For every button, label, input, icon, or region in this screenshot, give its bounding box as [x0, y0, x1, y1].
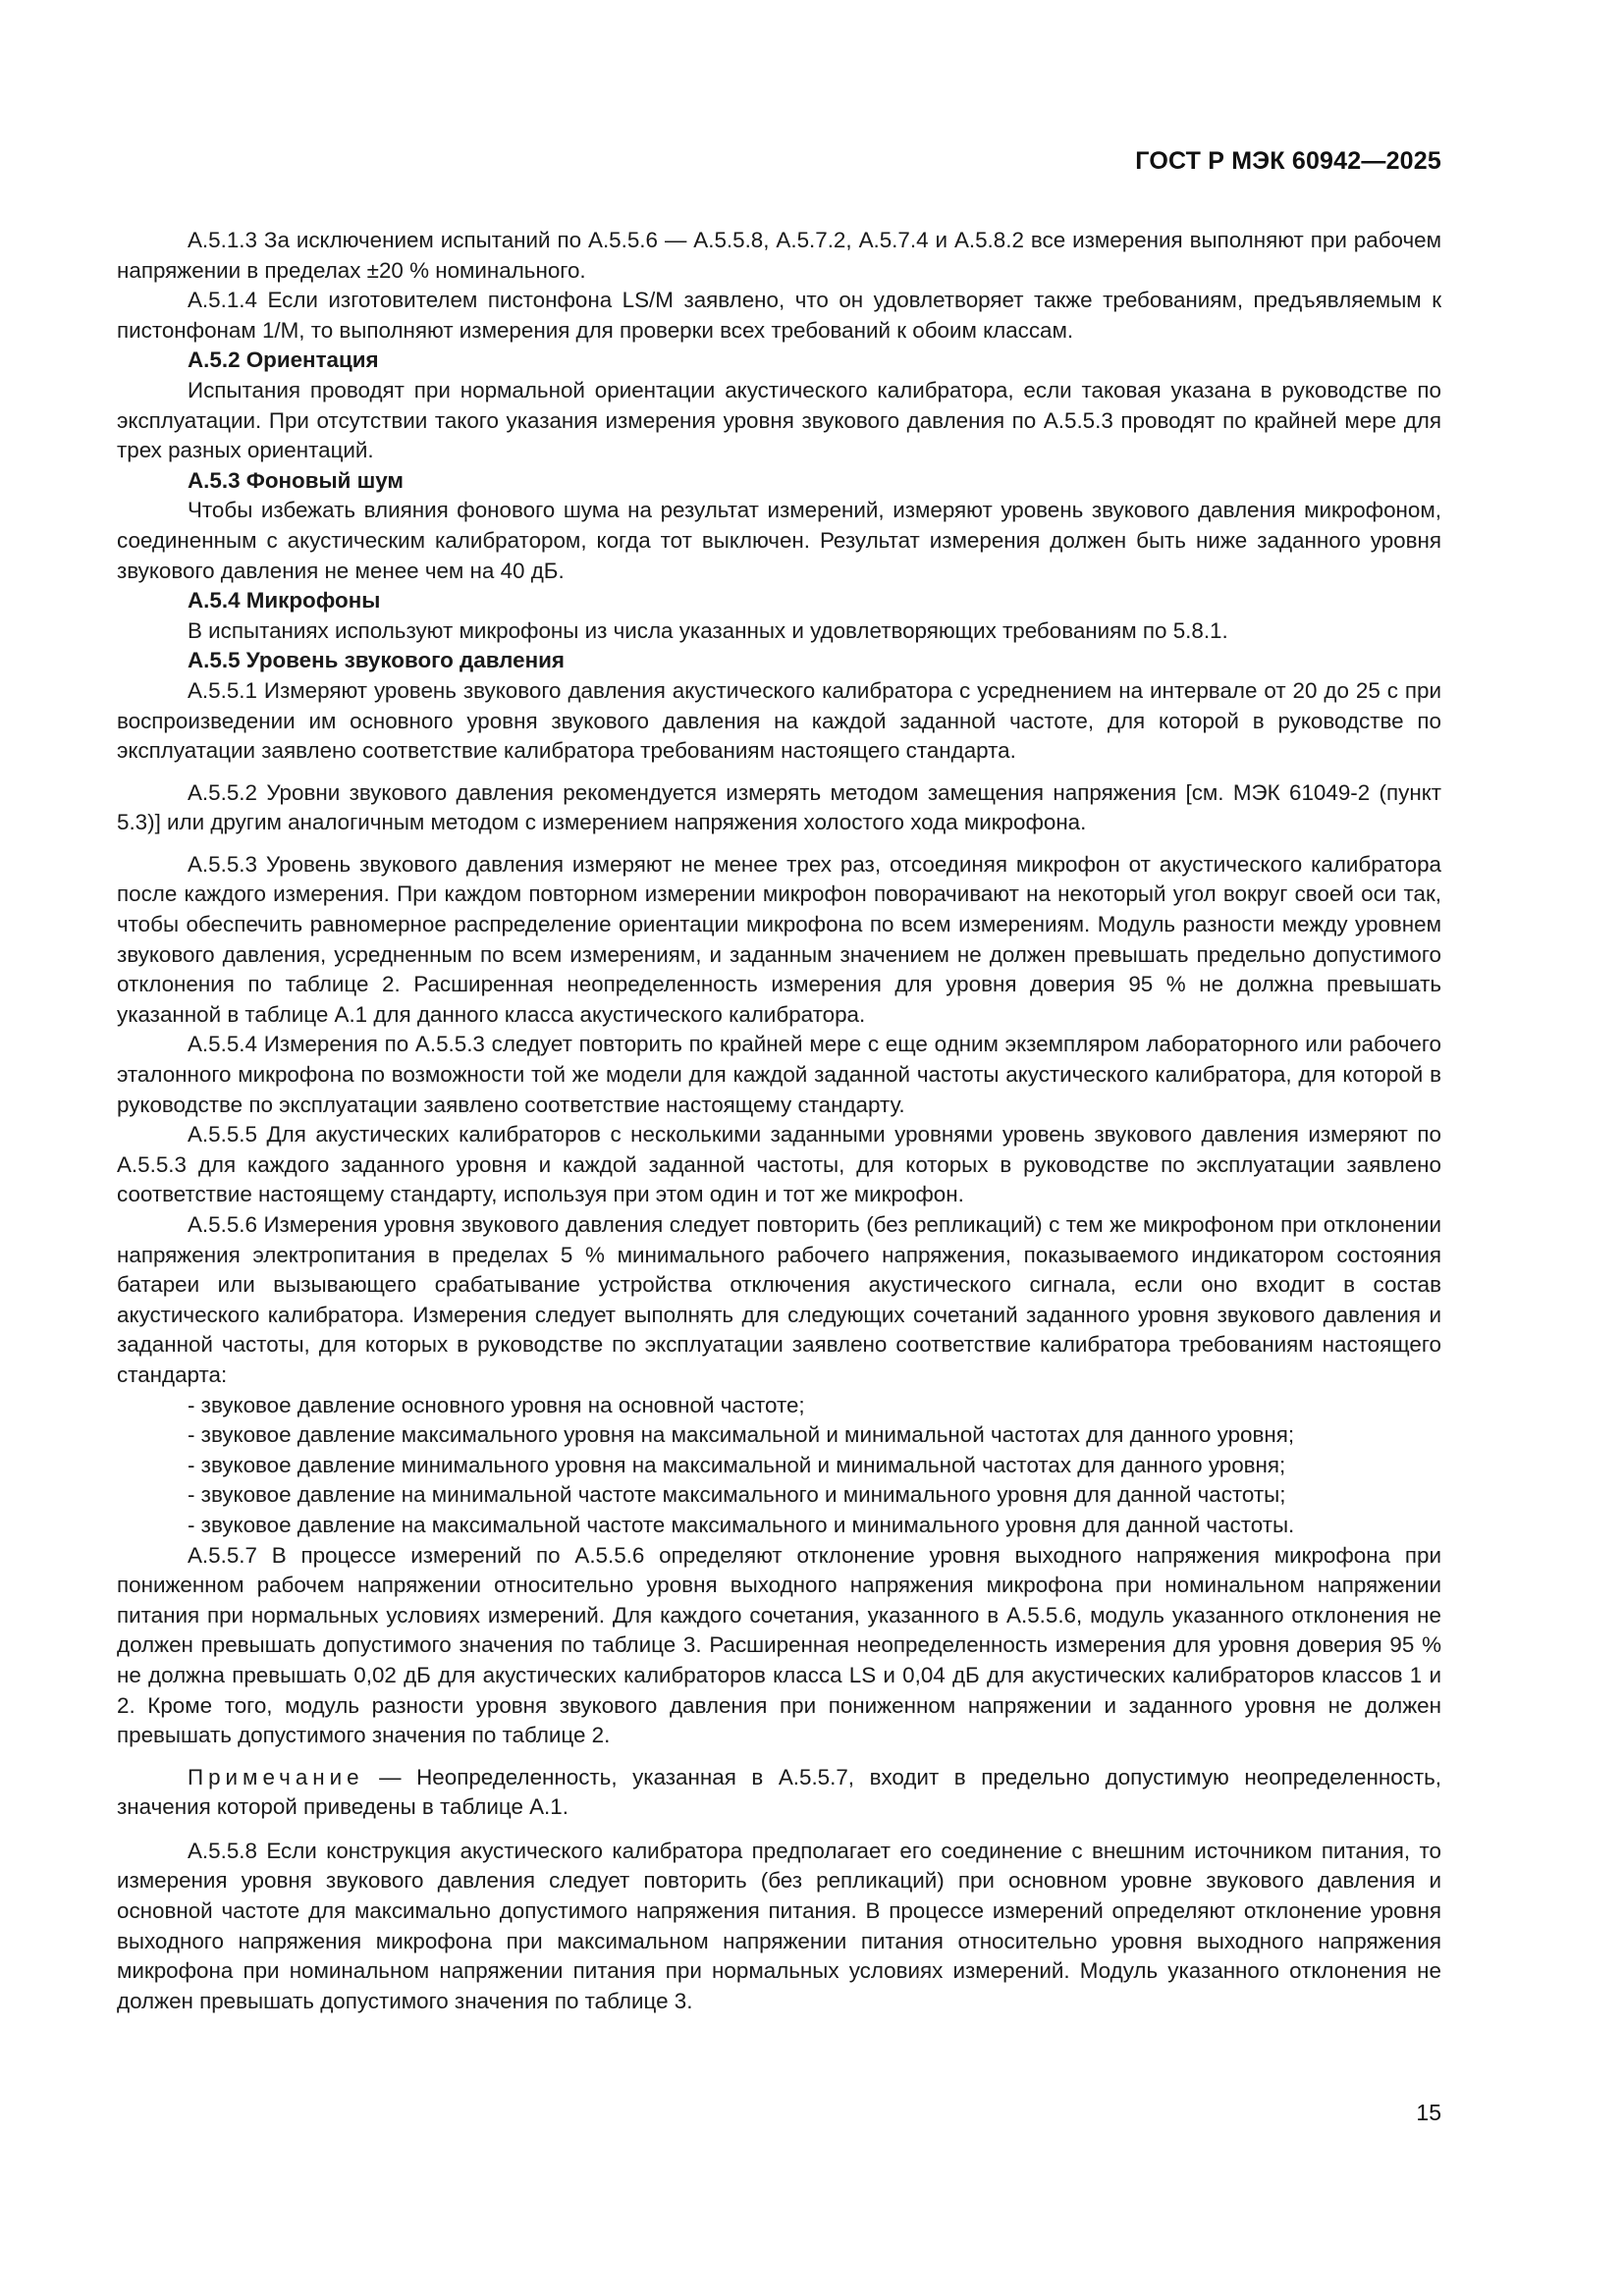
paragraph-a5-5-1: А.5.5.1 Измеряют уровень звукового давления акустического калибратора с усреднением на интервале от 20 до 25 с при воспроизведении им основного уровня звукового давления на каждой заданной частоте, для которой в руководстве по эксплуатации заявлено соответствие калибратора требованиям настоящего стандарта.	[117, 677, 1441, 764]
paragraph-a5-5-7: А.5.5.7 В процессе измерений по А.5.5.6 определяют отклонение уровня выходного напряжения микрофона при пониженном рабочем напряжении относительно уровня выходного напряжения микрофона при номинальном напряжении питания при нормальных условиях измерений. Для каждого сочетания, указанного в А.5.5.6, модуль указанного отклонения не должен превышать допустимого значения по таблице 3. Расширенная неопределенность измерения для уровня доверия 95 % не должна превышать 0,02 дБ для акустических калибраторов класса LS и 0,04 дБ для акустических калибраторов классов 1 и 2. Кроме того, модуль разности уровня звукового давления при пониженном напряжении и заданного уровня не должен превышать допустимого значения по таблице 2.	[117, 1542, 1441, 1748]
paragraph-a5-5-8: А.5.5.8 Если конструкция акустического калибратора предполагает его соединение с внешним источником питания, то измерения уровня звукового давления следует повторить (без репликаций) при основном уровне звукового давления и основной частоте для максимально допустимого напряжения питания. В процессе измерений определяют отклонение уровня выходного напряжения микрофона при максимальном напряжении питания относительно уровня выходного напряжения микрофона при номинальном напряжении питания при нормальных условиях измерений. Модуль указанного отклонения не должен превышать допустимого значения по таблице 3.	[117, 1838, 1441, 2013]
paragraph-microphones: В испытаниях используют микрофоны из числа указанных и удовлетворяющих требованиям по 5.8.1.	[188, 617, 1228, 643]
note-label: Примечание	[188, 1764, 364, 1789]
paragraph-a5-5-5: А.5.5.5 Для акустических калибраторов с несколькими заданными уровнями уровень звукового давления измеряют по А.5.5.3 для каждого заданного уровня и каждой заданной частоты, для которых в руководстве по эксплуатации заявлено соответствие настоящему стандарту, используя при этом один и тот же микрофон.	[117, 1122, 1441, 1207]
paragraph-a5-5-6: А.5.5.6 Измерения уровня звукового давления следует повторить (без репликаций) с тем же микрофоном при отклонении напряжения электропитания в пределах 5 % минимального рабочего напряжения, показываемого индикатором состояния батареи или вызывающего срабатывание устройства отключения акустического сигнала, если оно входит в состав акустического калибратора. Измерения следует выполнять для следующих сочетаний заданного уровня звукового давления и заданной частоты, для которых в руководстве по эксплуатации заявлено соответствие калибратора требованиям настоящего стандарта:	[117, 1212, 1441, 1387]
paragraph-orientation: Испытания проводят при нормальной ориентации акустического калибратора, если таковая указана в руководстве по эксплуатации. При отсутствии такого указания измерения уровня звукового давления по А.5.5.3 проводят по крайней мере для трех разных ориентаций.	[117, 377, 1441, 463]
paragraph-a5-5-4: А.5.5.4 Измерения по А.5.5.3 следует повторить по крайней мере с еще одним экземпляром лабораторного или рабочего эталонного микрофона по возможности той же модели для каждой заданной частоты акустического калибратора, для которой в руководстве по эксплуатации заявлено соответствие настоящему стандарту.	[117, 1032, 1441, 1117]
heading-a5-5: А.5.5 Уровень звукового давления	[188, 648, 565, 673]
heading-a5-2: А.5.2 Ориентация	[188, 347, 379, 373]
paragraph-background-noise: Чтобы избежать влияния фонового шума на результат измерений, измеряют уровень звукового давления микрофоном, соединенным с акустическим калибратором, когда тот выключен. Результат измерения должен быть ниже заданного уровня звукового давления не менее чем на 40 дБ.	[117, 498, 1441, 583]
heading-a5-4: А.5.4 Микрофоны	[188, 588, 381, 614]
page-number: 15	[1416, 2100, 1441, 2125]
combination-list	[117, 1391, 1441, 1541]
list-item: - звуковое давление на максимальной частоте максимального и минимального уровня для данной частоты.	[188, 1512, 1295, 1537]
note-paragraph	[117, 1763, 1441, 1823]
list-item: - звуковое давление максимального уровня на максимальной и минимальной частотах для данного уровня;	[188, 1422, 1295, 1448]
document-body	[117, 226, 1441, 2016]
list-item: - звуковое давление на минимальной частоте максимального и минимального уровня для данной частоты;	[188, 1482, 1286, 1508]
list-item: - звуковое давление минимального уровня на максимальной и минимальной частотах для данного уровня;	[188, 1452, 1286, 1477]
heading-a5-3: А.5.3 Фоновый шум	[188, 467, 404, 493]
paragraph-a5-1-3: А.5.1.3 За исключением испытаний по А.5.5.6 — А.5.5.8, А.5.7.2, А.5.7.4 и А.5.8.2 все измерения выполняют при рабочем напряжении в пределах ±20 % номинального.	[117, 228, 1441, 283]
document-header: ГОСТ Р МЭК 60942—2025	[1135, 147, 1441, 175]
paragraph-a5-5-2: А.5.5.2 Уровни звукового давления рекомендуется измерять методом замещения напряжения [см. МЭК 61049-2 (пункт 5.3)] или другим аналогичным методом с измерением напряжения холостого хода микрофона.	[117, 779, 1441, 835]
paragraph-a5-5-3: А.5.5.3 Уровень звукового давления измеряют не менее трех раз, отсоединяя микрофон от акустического калибратора после каждого измерения. При каждом повторном измерении микрофон поворачивают на некоторый угол вокруг своей оси так, чтобы обеспечить равномерное распределение ориентации микрофона по всем измерениям. Модуль разности между уровнем звукового давления, усредненным по всем измерениям, и заданным значением не должен превышать предельно допустимого отклонения по таблице 2. Расширенная неопределенность измерения для уровня доверия 95 % не должна превышать указанной в таблице А.1 для данного класса акустического калибратора.	[117, 851, 1441, 1027]
list-item: - звуковое давление основного уровня на основной частоте;	[188, 1392, 805, 1417]
note-text: — Неопределенность, указанная в А.5.5.7, входит в предельно допустимую неопределенность, значения которой приведены в таблице А.1.	[117, 1764, 1441, 1820]
paragraph-a5-1-4: А.5.1.4 Если изготовителем пистонфона LS/M заявлено, что он удовлетворяет также требованиям, предъявляемым к пистонфонам 1/M, то выполняют измерения для проверки всех требований к обоим классам.	[117, 288, 1441, 343]
